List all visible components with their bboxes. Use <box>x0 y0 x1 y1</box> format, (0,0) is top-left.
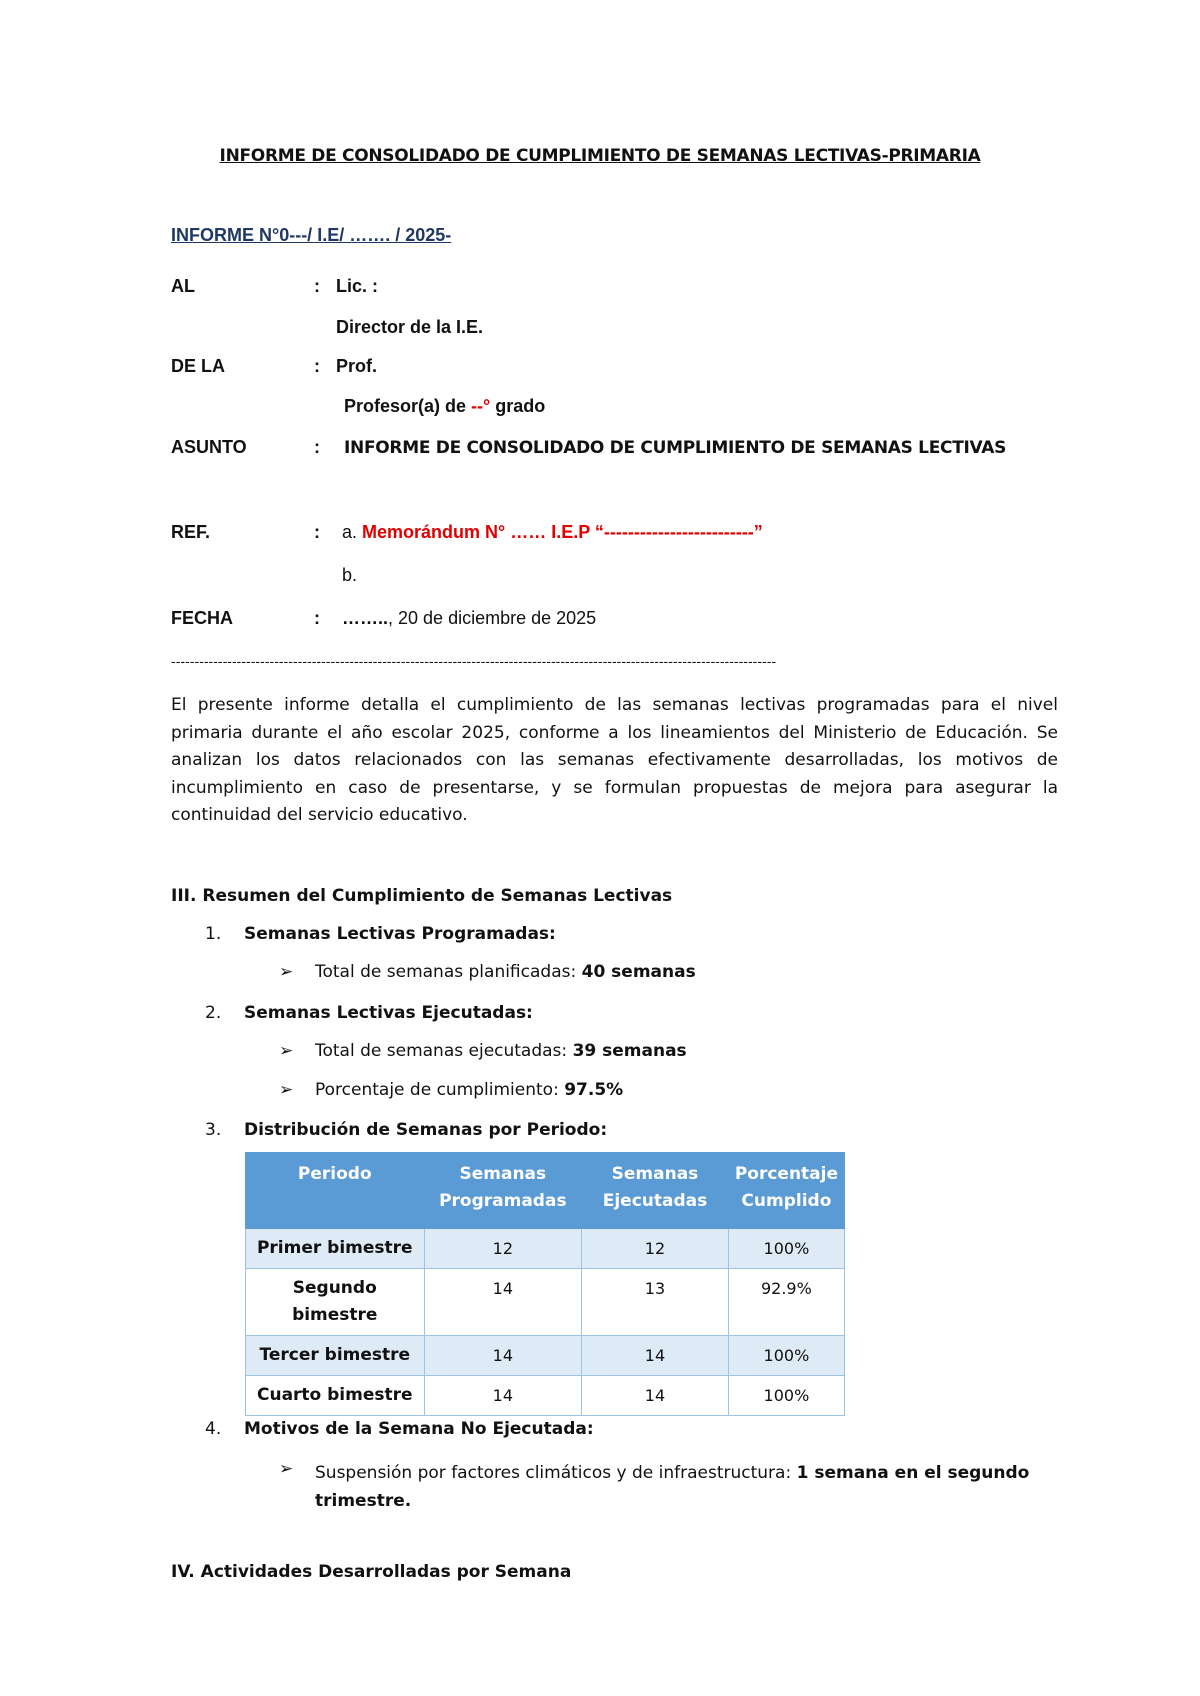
row-programadas: 14 <box>424 1376 582 1416</box>
al-value-role: Director de la I.E. <box>336 317 484 337</box>
table-header-row <box>246 1153 845 1229</box>
item-1-title: Semanas Lectivas Programadas: <box>244 924 556 944</box>
ref-a: a. Memorándum N° …… I.E.P “-------------------------” <box>342 522 763 542</box>
ref-label: REF. <box>171 522 211 542</box>
row-period: Primer bimestre <box>246 1229 425 1269</box>
row-ejecutadas: 13 <box>582 1269 729 1336</box>
dela-label: DE LA <box>171 356 225 376</box>
weeks-distribution-table <box>245 1152 845 1416</box>
ref-b: b. <box>342 565 358 585</box>
bullet-arrow-icon: ➢ <box>279 1080 294 1100</box>
intro-paragraph: El presente informe detalla el cumplimiento de las semanas lectivas programadas para el nivel primaria durante el año escolar 2025, conforme a los lineamientos del Ministerio de Educación. Se analizan los datos relacionados con las semanas efectivamente desarrolladas, los motivos de incumplimiento en caso de presentarse, y se formulan propuestas de mejora para asegurar la continuidad del servicio educativo. <box>171 695 1058 825</box>
section-4-heading: IV. Actividades Desarrolladas por Semana <box>171 1562 572 1582</box>
planned-weeks-bullet: Total de semanas planificadas: 40 semanas <box>315 962 696 982</box>
row-porcentaje: 100% <box>728 1376 844 1416</box>
item-3-number: 3. <box>205 1120 222 1140</box>
bullet-arrow-icon: ➢ <box>279 1041 294 1061</box>
fecha-label: FECHA <box>171 608 233 628</box>
executed-weeks-bullet: Total de semanas ejecutadas: 39 semanas <box>315 1041 687 1061</box>
item-4-title: Motivos de la Semana No Ejecutada: <box>244 1419 594 1439</box>
table-row <box>246 1229 845 1269</box>
informe-number: INFORME N°0---/ I.E/ ……. / 2025- <box>171 225 452 245</box>
row-period: Cuarto bimestre <box>246 1376 425 1416</box>
dela-value-role: Profesor(a) de --° grado <box>344 396 546 416</box>
row-programadas: 14 <box>424 1269 582 1336</box>
al-colon: : <box>314 276 320 296</box>
table-row <box>246 1376 845 1416</box>
ref-colon: : <box>314 522 320 542</box>
row-ejecutadas: 12 <box>582 1229 729 1269</box>
fecha-value: …….., 20 de diciembre de 2025 <box>342 608 597 628</box>
item-2-title: Semanas Lectivas Ejecutadas: <box>244 1003 533 1023</box>
col-header-porcentaje: Porcentaje Cumplido <box>728 1153 844 1229</box>
dela-colon: : <box>314 356 320 376</box>
fecha-colon: : <box>314 608 320 628</box>
item-3-title: Distribución de Semanas por Periodo: <box>244 1120 608 1140</box>
bullet-arrow-icon: ➢ <box>279 962 294 982</box>
row-period: Segundo bimestre <box>246 1269 425 1336</box>
table-row <box>246 1336 845 1376</box>
col-header-periodo: Periodo <box>246 1153 425 1229</box>
row-porcentaje: 100% <box>728 1229 844 1269</box>
item-1-number: 1. <box>205 924 222 944</box>
separator-line: --------------------------------------------------------------------------------------------------------------------------------- <box>171 655 777 670</box>
col-header-ejecutadas: Semanas Ejecutadas <box>582 1153 729 1229</box>
asunto-label: ASUNTO <box>171 437 247 457</box>
dela-value: Prof. <box>336 356 378 376</box>
row-ejecutadas: 14 <box>582 1336 729 1376</box>
row-porcentaje: 92.9% <box>728 1269 844 1336</box>
row-programadas: 14 <box>424 1336 582 1376</box>
al-label: AL <box>171 276 195 296</box>
bullet-arrow-icon: ➢ <box>279 1459 294 1479</box>
al-value: Lic. : <box>336 276 379 296</box>
row-period: Tercer bimestre <box>246 1336 425 1376</box>
row-porcentaje: 100% <box>728 1336 844 1376</box>
document-title: INFORME DE CONSOLIDADO DE CUMPLIMIENTO DE SEMANAS LECTIVAS-PRIMARIA <box>219 146 981 166</box>
section-3-heading: III. Resumen del Cumplimiento de Semanas Lectivas <box>171 886 673 906</box>
item-4-number: 4. <box>205 1419 222 1439</box>
motivo-bullet: Suspensión por factores climáticos y de infraestructura: 1 semana en el segundo trimestre. <box>315 1463 1030 1511</box>
row-ejecutadas: 14 <box>582 1376 729 1416</box>
table-row <box>246 1269 845 1336</box>
compliance-pct-bullet: Porcentaje de cumplimiento: 97.5% <box>315 1080 624 1100</box>
asunto-colon: : <box>314 437 320 457</box>
asunto-value: INFORME DE CONSOLIDADO DE CUMPLIMIENTO DE SEMANAS LECTIVAS <box>344 438 1007 458</box>
row-programadas: 12 <box>424 1229 582 1269</box>
item-2-number: 2. <box>205 1003 222 1023</box>
col-header-programadas: Semanas Programadas <box>424 1153 582 1229</box>
